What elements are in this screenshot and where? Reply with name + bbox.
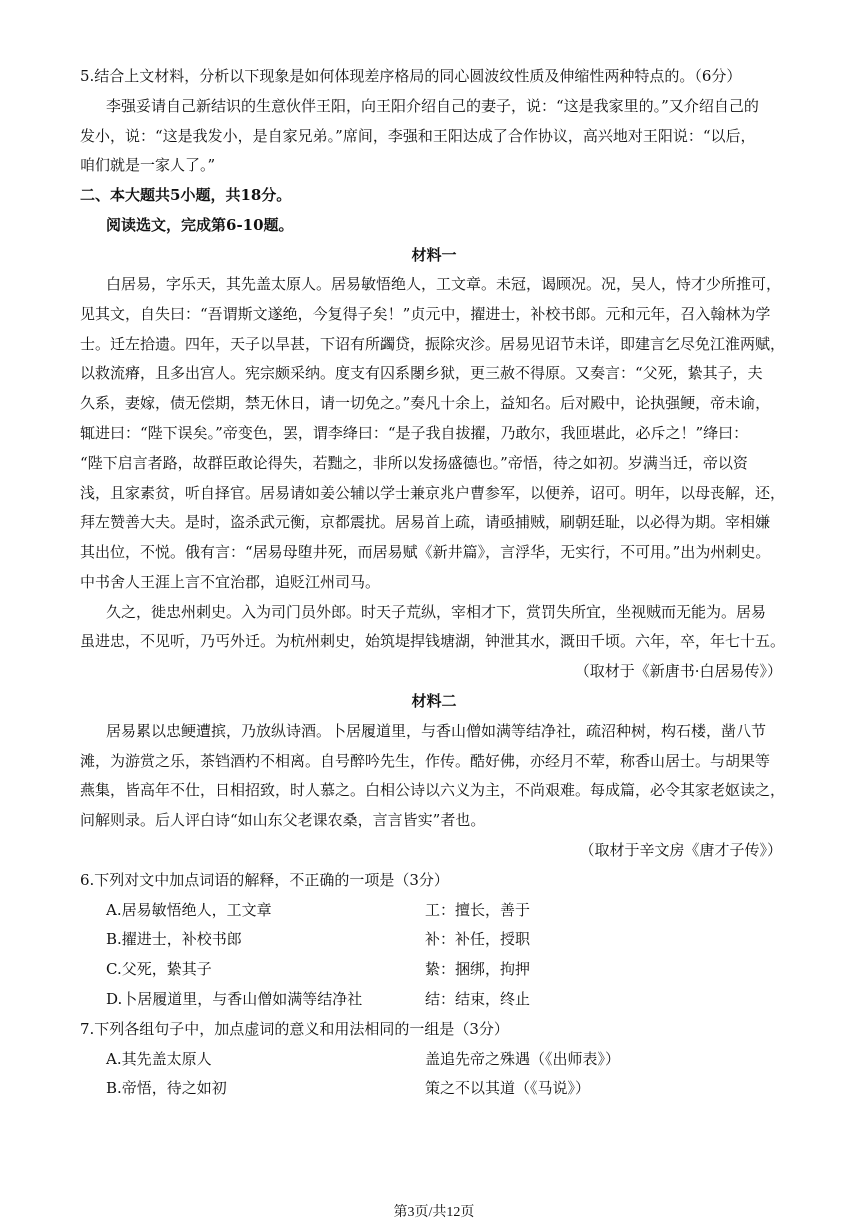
material-1-source: （取材于《新唐书·白居易传》） (574, 662, 782, 680)
q7-stem: 7.下列各组句子中，加点虚词的意义和用法相同的一组是（3分） (80, 1020, 509, 1038)
material-2-title: 材料二 (411, 692, 457, 710)
q6-option-b: B.擢进士，补校书郎 (106, 930, 242, 948)
q7-option-b: B.帝悟，待之如初 (106, 1079, 227, 1097)
material-1-line: 士。迁左拾遗。四年，天子以旱甚，下诏有所蠲贷，振除灾沴。居易见诏节未详，即建言乞尽免江淮两赋， (80, 335, 786, 353)
q6-option-c: C.父死，絷其子 (106, 960, 212, 978)
section-instruction: 阅读选文，完成第6-10题。 (106, 216, 294, 234)
q6-option-d-gloss: 结：结束，终止 (425, 990, 531, 1008)
material-1-title: 材料一 (411, 246, 457, 264)
page-number: 第3页/共12页 (393, 1205, 475, 1220)
material-2-line: 燕集，皆高年不仕，日相招致，时人慕之。白相公诗以六义为主，不尚艰难。每成篇，必令其家老妪读之， (80, 781, 786, 799)
material-2-source: （取材于辛文房《唐才子传》） (579, 841, 782, 859)
material-1-line: 虽进忠，不见听，乃丐外迁。为杭州刺史，始筑堤捍钱塘湖，钟泄其水，溉田千顷。六年，卒，年七十五。 (80, 632, 786, 650)
q7-option-b-pair: 策之不以其道（《马说》） (425, 1079, 591, 1097)
q6-option-b-gloss: 补：补任，授职 (425, 930, 531, 948)
q7-option-a-pair: 盖追先帝之殊遇（《出师表》） (425, 1050, 621, 1068)
material-2-line: 居易累以忠鲠遭摈，乃放纵诗酒。卜居履道里，与香山僧如满等结净社，疏沼种树，构石楼，凿八节 (106, 722, 767, 740)
section-title: 二、本大题共5小题，共18分。 (80, 186, 292, 204)
material-1-line: 其出位，不悦。俄有言：“居易母堕井死，而居易赋《新井篇》，言浮华，无实行，不可用。”出为州刺史。 (80, 543, 771, 561)
material-1-line: 久之，徙忠州刺史。入为司门员外郎。时天子荒纵，宰相才下，赏罚失所宜，坐视贼而无能为。居易 (106, 603, 767, 621)
q6-option-a: A.居易敏悟绝人，工文章 (106, 901, 272, 919)
q5-paragraph-line: 发小，说：“这是我发小，是自家兄弟。”席间，李强和王阳达成了合作协议，高兴地对王阳说：“以后， (80, 127, 756, 145)
material-1-line: 辄进曰：“陛下误矣。”帝变色，罢，谓李绛曰：“是子我自拔擢，乃敢尔，我匝堪此，必斥之！”绛曰： (80, 424, 749, 442)
q5-paragraph-line: 咱们就是一家人了。” (80, 156, 216, 174)
material-1-line: “陛下启言者路，故群臣敢论得失，若黜之，非所以发扬盛德也。”帝悟，待之如初。岁满当迁，帝以资 (80, 454, 748, 472)
material-1-line: 见其文，自失曰：“吾谓斯文遂绝，今复得子矣！”贞元中，擢进士，补校书郎。元和元年，召入翰林为学 (80, 305, 771, 323)
material-1-line: 浅，且家素贫，听自择官。居易请如姜公辅以学士兼京兆户曹参军，以便养，诏可。明年，以母丧解，还， (80, 484, 786, 502)
q5-paragraph-line: 李强妥请自己新结识的生意伙伴王阳，向王阳介绍自己的妻子，说：“这是我家里的。”又介绍自己的 (106, 97, 759, 115)
q7-option-a: A.其先盖太原人 (106, 1050, 212, 1068)
material-1-line: 拜左赞善大夫。是时，盗杀武元衡，京都震扰。居易首上疏，请亟捕贼，刷朝廷耻，以必得为期。宰相嫌 (80, 513, 771, 531)
material-2-line: 问解则录。后人评白诗“如山东父老课农桑，言言皆实”者也。 (80, 811, 486, 829)
material-1-line: 白居易，字乐天，其先盖太原人。居易敏悟绝人，工文章。未冠，谒顾况。况，吴人，恃才少所推可， (106, 275, 782, 293)
material-1-line: 以救流瘠，且多出宫人。宪宗颇采纳。度支有囚系閿乡狱，更三赦不得原。又奏言：“父死，絷其子，夫 (80, 364, 763, 382)
q5-stem: 5.结合上文材料，分析以下现象是如何体现差序格局的同心圆波纹性质及伸缩性两种特点的。（6分） (80, 67, 742, 85)
q6-stem: 6.下列对文中加点词语的解释，不正确的一项是（3分） (80, 871, 449, 889)
q6-option-a-gloss: 工：擅长，善于 (425, 901, 531, 919)
material-1-line: 中书舍人王涯上言不宜治郡，追贬江州司马。 (80, 573, 381, 591)
q6-option-d: D.卜居履道里，与香山僧如满等结净社 (106, 990, 363, 1008)
material-2-line: 滩，为游赏之乐，茶铛酒杓不相离。自号醉吟先生，作传。酷好佛，亦经月不荤，称香山居士。与胡果等 (80, 752, 771, 770)
q6-option-c-gloss: 絷：捆绑，拘押 (425, 960, 531, 978)
material-1-line: 久系，妻嫁，债无偿期，禁无休日，请一切免之。”奏凡十余上，益知名。后对殿中，论执强鲠，帝未谕， (80, 394, 771, 412)
